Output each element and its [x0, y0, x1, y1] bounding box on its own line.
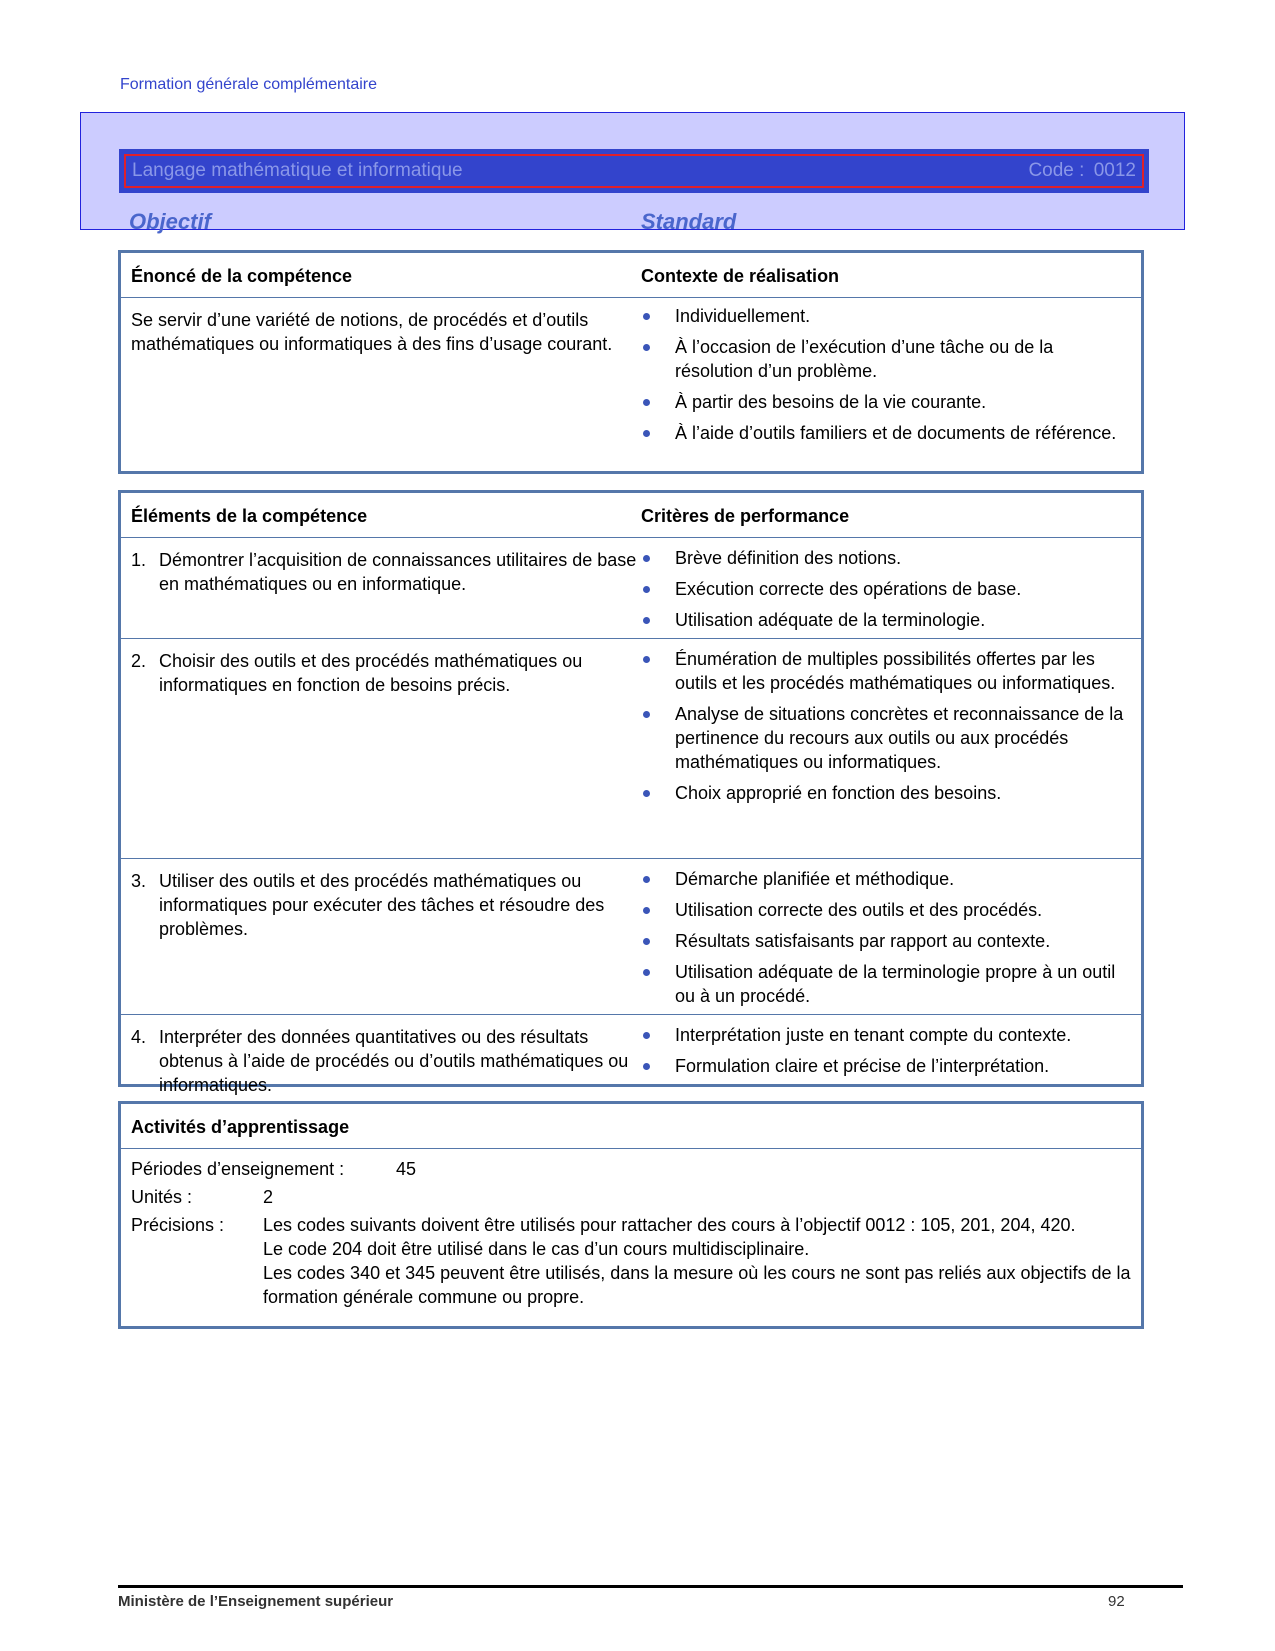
criteria-item: Brève définition des notions.: [641, 546, 1131, 570]
element-text: Démontrer l’acquisition de connaissances utilitaires de base en mathématiques ou en informatique.: [159, 550, 637, 594]
activities-box: [118, 1101, 1144, 1329]
footer-rule: [118, 1585, 1183, 1588]
elements-header: [121, 493, 1141, 538]
context-item: À l’occasion de l’exécution d’une tâche ou de la résolution d’un problème.: [641, 335, 1131, 383]
criteria-list: [641, 647, 1131, 805]
criteria-item: Démarche planifiée et méthodique.: [641, 867, 1131, 891]
criteria-item: Analyse de situations concrètes et reconnaissance de la pertinence du recours aux outils ou aux procédés mathématiques ou informatiques.: [641, 702, 1131, 774]
element-row-3: [121, 859, 1141, 1015]
code-value: 0012: [1093, 160, 1136, 181]
elements-box: [118, 490, 1144, 1095]
precision-item: Les codes suivants doivent être utilisés pour rattacher des cours à l’objectif 0012 : 105, 201, 204, 420.: [263, 1215, 1076, 1235]
criteria-item: Interprétation juste en tenant compte du contexte.: [641, 1023, 1131, 1047]
criteria-item: Utilisation adéquate de la terminologie.: [641, 608, 1131, 632]
activities-body: [121, 1149, 1141, 1319]
units-line: [131, 1185, 1131, 1213]
running-header: Formation générale complémentaire: [120, 76, 378, 93]
criteria-3: [641, 867, 1131, 1015]
code-label: Code :: [1028, 160, 1085, 181]
criteria-item: Choix approprié en fonction des besoins.: [641, 781, 1131, 805]
element-number: 3.: [131, 871, 147, 891]
criteria-list: [641, 1023, 1131, 1078]
context-item: À l’aide d’outils familiers et de documents de référence.: [641, 421, 1131, 445]
criteria-item: Utilisation adéquate de la terminologie propre à un outil ou à un procédé.: [641, 960, 1131, 1008]
precisions-block: [131, 1213, 1131, 1309]
elements-header-right: Critères de performance: [641, 506, 850, 526]
criteria-item: Formulation claire et précise de l’interprétation.: [641, 1054, 1131, 1078]
objective-header-block: [80, 112, 1185, 234]
element-number: 4.: [131, 1027, 147, 1047]
element-row-4: [121, 1015, 1141, 1095]
context-list: [641, 304, 1131, 445]
element-number: 2.: [131, 651, 147, 671]
criteria-list: [641, 867, 1131, 1008]
criteria-list: [641, 546, 1131, 632]
criteria-4: [641, 1023, 1131, 1085]
footer-page-number: 92: [1108, 1593, 1125, 1610]
element-2: [131, 649, 649, 697]
footer-ministry: Ministère de l’Enseignement supérieur: [118, 1593, 394, 1610]
units-label: Unités :: [131, 1187, 193, 1207]
objective-title: Langage mathématique et informatique: [132, 160, 463, 181]
activities-header: [121, 1104, 1141, 1149]
precisions-label: Précisions :: [131, 1215, 225, 1235]
criteria-item: Énumération de multiples possibilités offertes par les outils et les procédés mathématiques ou informatiques.: [641, 647, 1131, 695]
activities-header-label: Activités d’apprentissage: [131, 1117, 350, 1137]
competence-header-left: Énoncé de la compétence: [131, 266, 353, 286]
criteria-1: [641, 546, 1131, 639]
element-1: [131, 548, 649, 596]
context-item: Individuellement.: [641, 304, 1131, 328]
objectif-label: Objectif: [129, 209, 211, 234]
elements-header-left: Éléments de la compétence: [131, 506, 368, 526]
element-4: [131, 1025, 649, 1097]
precisions-lines: [263, 1213, 1131, 1309]
element-number: 1.: [131, 550, 147, 570]
element-text: Utiliser des outils et des procédés mathématiques ou informatiques pour exécuter des tâches et résoudre des problèmes.: [159, 871, 605, 939]
criteria-2: [641, 647, 1131, 812]
context-list-wrap: [641, 304, 1131, 452]
competence-header-right: Contexte de réalisation: [641, 266, 840, 286]
element-3: [131, 869, 649, 941]
title-bar-inner: [124, 154, 1144, 188]
competence-header: [121, 253, 1141, 298]
criteria-item: Résultats satisfaisants par rapport au contexte.: [641, 929, 1131, 953]
criteria-item: Utilisation correcte des outils et des procédés.: [641, 898, 1131, 922]
criteria-item: Exécution correcte des opérations de base.: [641, 577, 1131, 601]
competence-statement: Se servir d’une variété de notions, de procédés et d’outils mathématiques ou informatiques à des fins d’usage courant.: [131, 310, 613, 354]
precision-item: Les codes 340 et 345 peuvent être utilisés, dans la mesure où les cours ne sont pas reliés aux objectifs de la formation générale commune ou propre.: [263, 1263, 1131, 1307]
periods-value: 45: [396, 1159, 417, 1179]
element-row-1: [121, 538, 1141, 639]
context-item: À partir des besoins de la vie courante.: [641, 390, 1131, 414]
competence-box: [118, 250, 1144, 474]
periods-label: Périodes d’enseignement :: [131, 1159, 345, 1179]
units-value: 2: [263, 1187, 274, 1207]
element-row-2: [121, 639, 1141, 859]
element-text: Interpréter des données quantitatives ou des résultats obtenus à l’aide de procédés ou d’outils mathématiques ou informatiques.: [159, 1027, 629, 1095]
periods-line: [131, 1157, 1131, 1185]
standard-label: Standard: [641, 209, 737, 234]
title-bar: [119, 149, 1149, 193]
objective-code: [1024, 160, 1136, 182]
competence-row: [121, 298, 1141, 472]
element-text: Choisir des outils et des procédés mathématiques ou informatiques en fonction de besoins précis.: [159, 651, 583, 695]
precision-item: Le code 204 doit être utilisé dans le cas d’un cours multidisciplinaire.: [263, 1239, 810, 1259]
